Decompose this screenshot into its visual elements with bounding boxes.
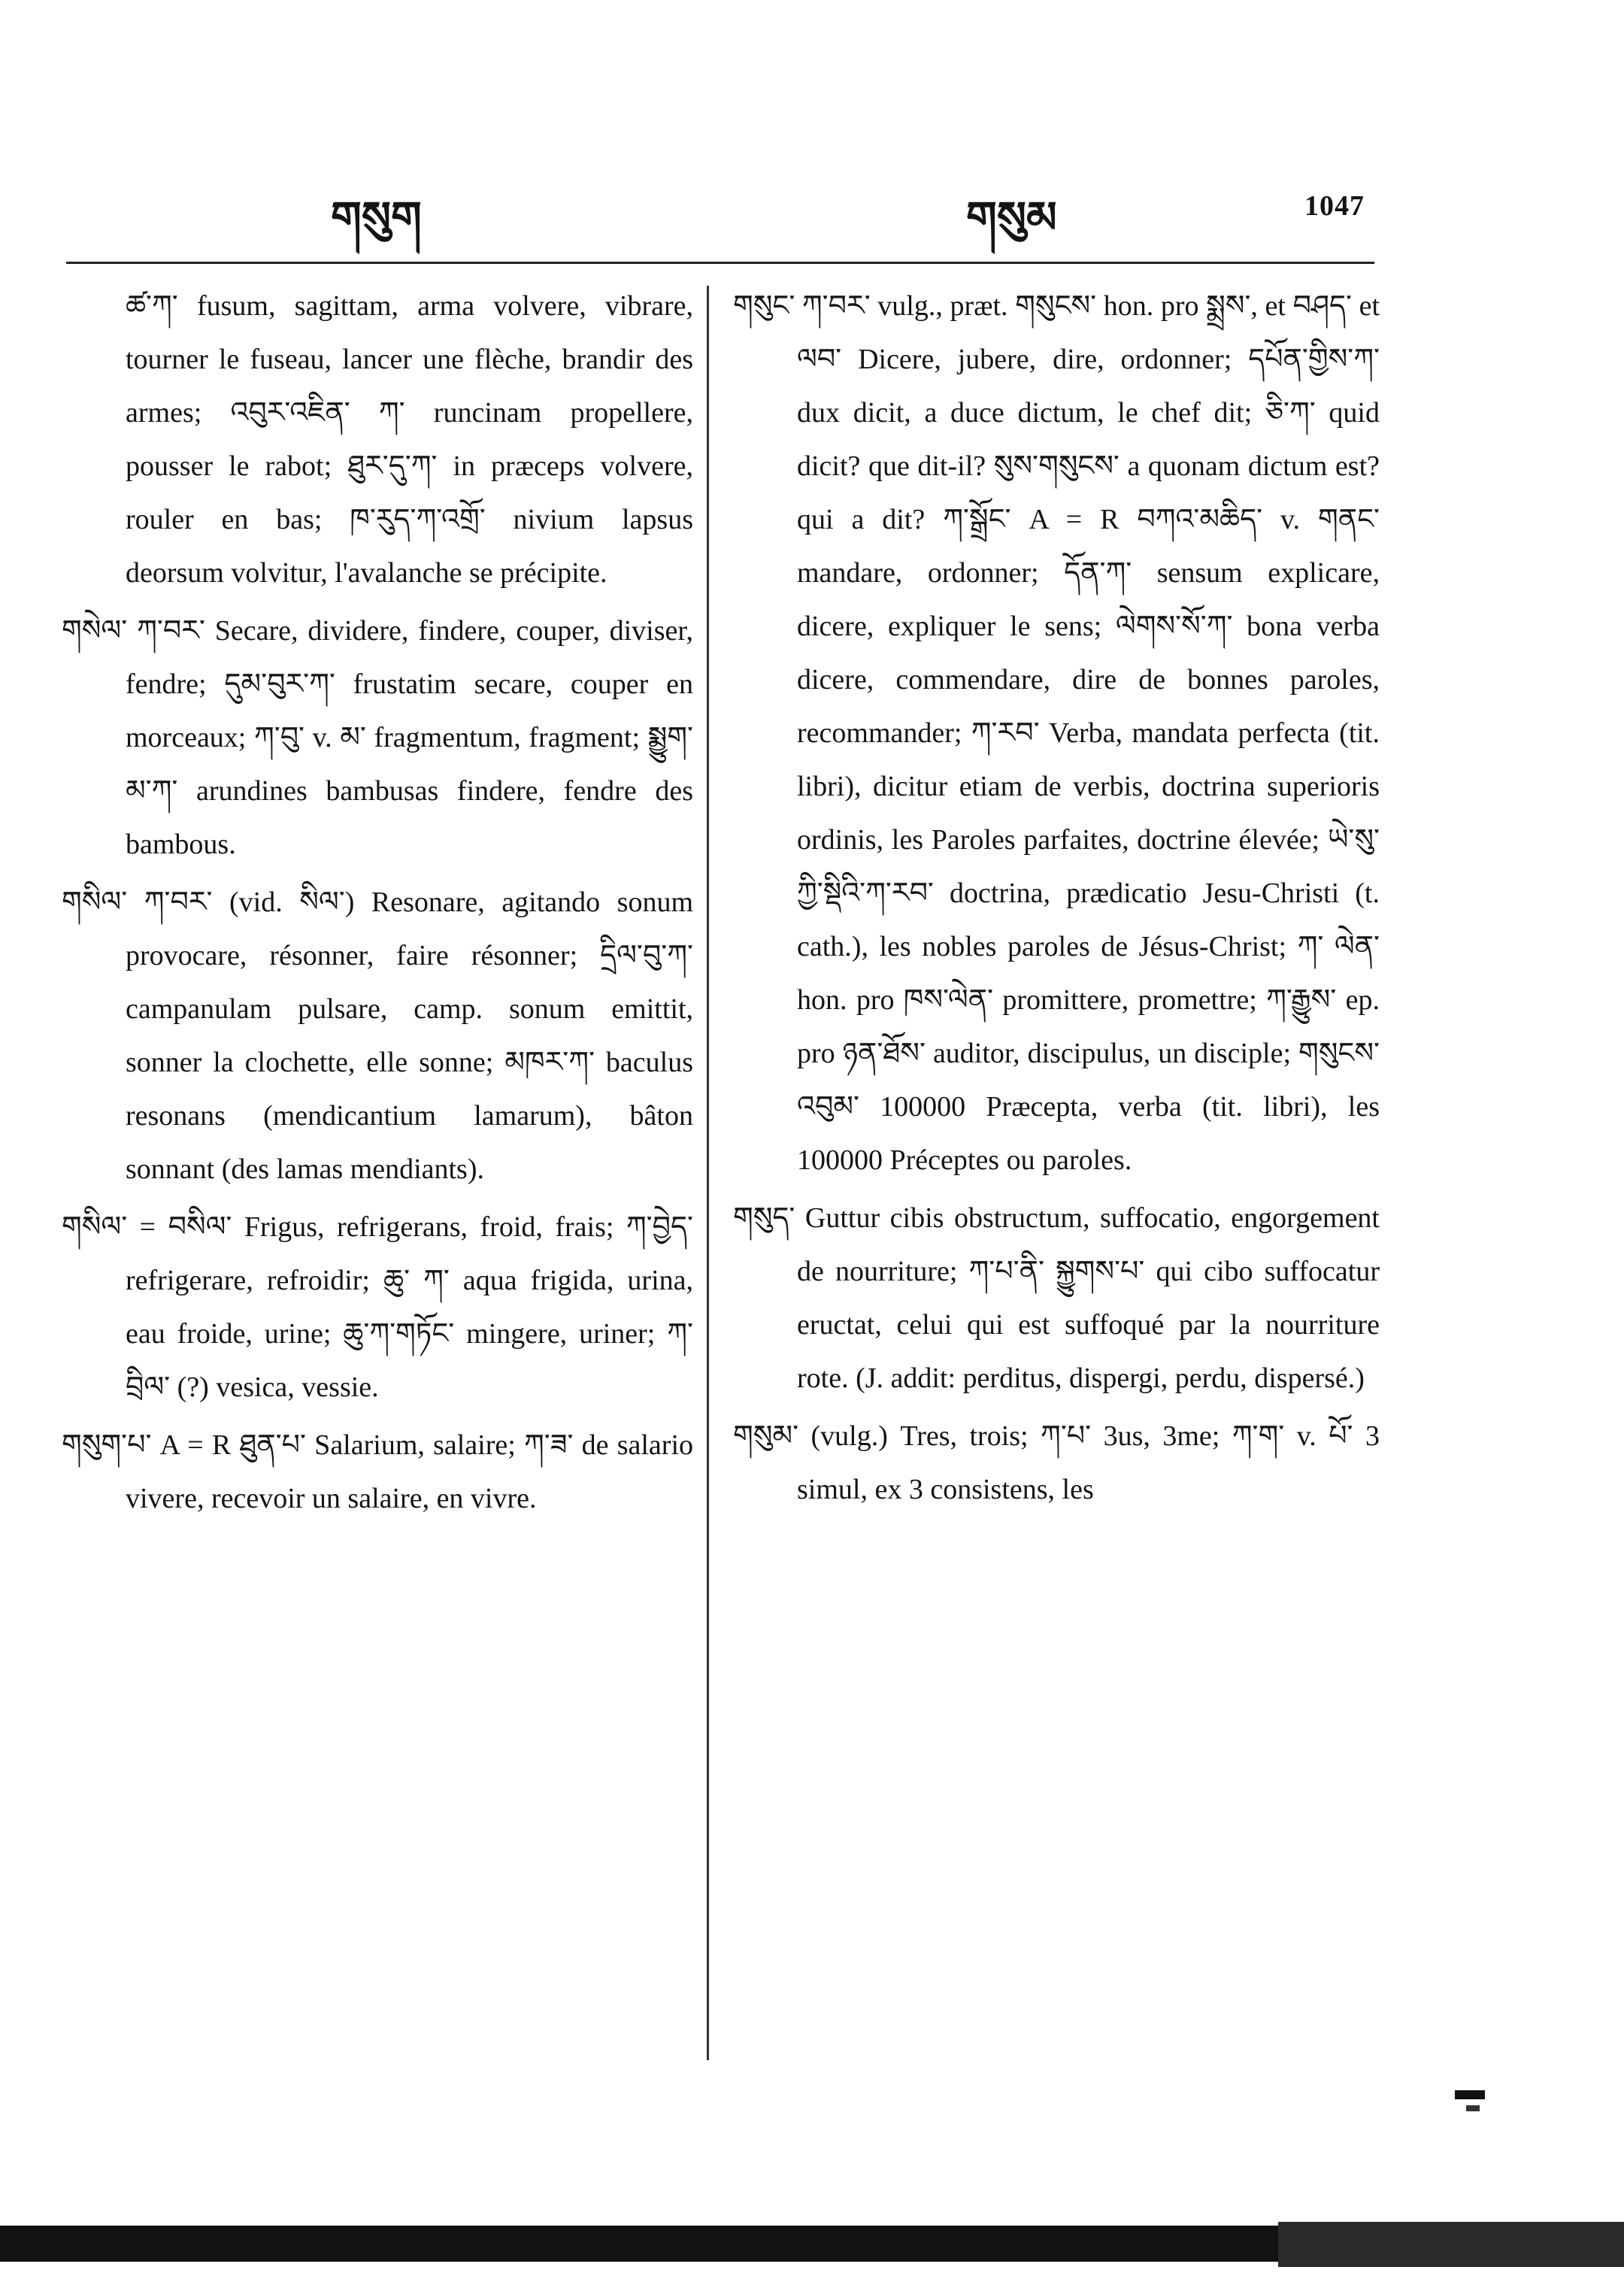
dictionary-entry: གསིལ་ ཀ་བར་ (vid. སིལ་) Resonare, agitando sonum provocare, résonner, faire résonner; དྲིལ་བུ་ཀ་ campanulam pulsare, camp. sonum emittit, sonner la clochette, elle sonne; མཁར་ཀ་ baculus resonans (mendicantium lamarum), bâton sonnant (des lamas mendiants).	[62, 886, 693, 1185]
scan-edge-noise	[1278, 2222, 1624, 2267]
margin-mark	[1455, 2090, 1485, 2099]
dictionary-entry: གསུད་ Guttur cibis obstructum, suffocatio, engorgement de nourriture; ཀ་པ་ནི་ སྐྱུགས་པ་ qui cibo suffocatur eructat, celui qui est suffoqué par la nourriture rote. (J. addit: perditus, dispergi, perdu, dispersé.)	[733, 1202, 1380, 1394]
left-column	[62, 280, 693, 1530]
margin-mark-small	[1466, 2105, 1480, 2111]
page-number: 1047	[1304, 190, 1365, 222]
dictionary-entry: གསུམ་ (vulg.) Tres, trois; ཀ་པ་ 3us, 3me; ཀ་ག་ v. པོ་ 3 simul, ex 3 consistens, les	[733, 1420, 1380, 1505]
column-divider	[707, 286, 709, 2060]
dictionary-entry: གསེལ་ ཀ་བར་ Secare, dividere, findere, couper, diviser, fendre; དུམ་བུར་ཀ་ frustatim secare, couper en morceaux; ཀ་བུ་ v. མ་ fragmentum, fragment; སྨྱུག་མ་ཀ་ arundines bambusas findere, fendre des bambous.	[62, 615, 693, 860]
dictionary-entry: གསུང་ ཀ་བར་ vulg., præt. གསུངས་ hon. pro སྨྲས་, et བཤད་ et ལབ་ Dicere, jubere, dire, ordonner; དཔོན་གྱིས་ཀ་ dux dicit, a duce dictum, le chef dit; ཅི་ཀ་ quid dicit? que dit-il? སུས་གསུངས་ a quonam dictum est? qui a dit? ཀ་སྒྲོང་ A = R བཀའ་མཆིད་ v. གནང་ mandare, ordonner; དོན་ཀ་ sensum explicare, dicere, expliquer le sens; ལེགས་སོ་ཀ་ bona verba dicere, commendare, dire de bonnes paroles, recommander; ཀ་རབ་ Verba, mandata perfecta (tit. libri), dicitur etiam de verbis, doctrina superioris ordinis, les Paroles parfaites, doctrine élevée; ཡེ་སུ་ཀྱི་སྡིའི་ཀ་རབ་ doctrina, prædicatio Jesu-Christi (t. cath.), les nobles paroles de Jésus-Christ; ཀ་ ལེན་ hon. pro ཁས་ལེན་ promittere, promettre; ཀ་རྒྱུས་ ep. pro ཉན་ཐོས་ auditor, discipulus, un disciple; གསུངས་ འབུམ་ 100000 Præcepta, verba (tit. libri), les 100000 Préceptes ou paroles.	[733, 290, 1380, 1176]
dictionary-entry: གསུག་པ་ A = R ཐུན་པ་ Salarium, salaire; ཀ་ཟ་ de salario vivere, recevoir un salaire, en vivre.	[62, 1429, 693, 1514]
header-rule	[66, 262, 1374, 264]
dictionary-entry: གསིལ་ = བསིལ་ Frigus, refrigerans, froid, frais; ཀ་བྱེད་ refrigerare, refroidir; ཆུ་ ཀ་ aqua frigida, urina, eau froide, urine; ཆུ་ཀ་གཏོང་ mingere, uriner; ཀ་ བྲིལ་ (?) vesica, vessie.	[62, 1211, 693, 1403]
running-head-left: གསུག	[331, 193, 422, 242]
running-head-right: གསུམ	[966, 193, 1057, 242]
right-column	[733, 280, 1380, 1521]
dictionary-entry: ཚ་ཀ་ fusum, sagittam, arma volvere, vibrare, tourner le fuseau, lancer une flèche, brandir des armes; འབུར་འཇིན་ ཀ་ runcinam propellere, pousser le rabot; ཐུར་དུ་ཀ་ in præceps volvere, rouler en bas; ཁ་རུད་ཀ་འགྲོ་ nivium lapsus deorsum volvitur, l'avalanche se précipite.	[126, 290, 693, 589]
